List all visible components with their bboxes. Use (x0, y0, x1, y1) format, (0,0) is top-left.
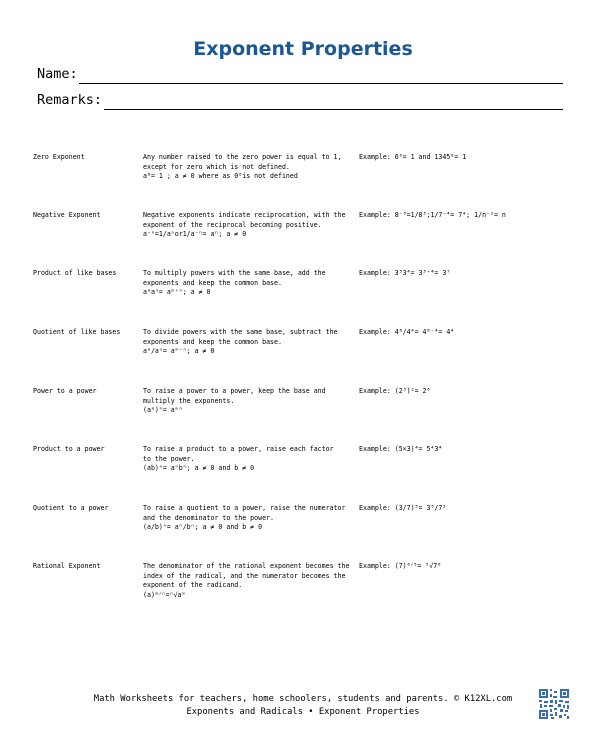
description-line: To divide powers with the same base, subtract the (143, 328, 338, 336)
property-example: Example: 3³3⁴= 3³⁺⁴= 3⁷ (359, 269, 451, 277)
property-example: Example: (3/7)⁵= 3⁵/7⁵ (359, 504, 447, 512)
remarks-field[interactable] (37, 92, 567, 112)
description-line: To raise a quotient to a power, raise the numerator (143, 504, 346, 512)
property-example: Example: (7)⁶ᐟ⁵= ⁵√7⁶ (359, 562, 442, 570)
description-line: Negative exponents indicate reciprocation, with the (143, 211, 346, 219)
property-description (143, 387, 353, 416)
property-description (143, 562, 353, 600)
property-example: Example: 6⁰= 1 and 1345⁰= 1 (359, 153, 467, 161)
name-field[interactable] (37, 66, 567, 86)
name-label: Name: (37, 66, 78, 82)
property-example: Example: (5×3)⁴= 5⁴3⁴ (359, 445, 443, 453)
property-name: Product of like bases (33, 269, 117, 277)
description-line: exponents and keep the common base. (143, 337, 282, 346)
description-line: The denominator of the rational exponent becomes the (143, 562, 350, 570)
description-line: To raise a power to a power, keep the base and (143, 387, 326, 395)
property-name: Negative Exponent (33, 211, 101, 219)
property-name: Power to a power (33, 387, 97, 395)
property-description (143, 153, 353, 182)
property-example: Example: 4⁸/4⁴= 4⁸⁻⁴= 4⁴ (359, 328, 455, 336)
description-line: except for zero which is not defined. (143, 162, 290, 171)
property-example: Example: (2³)²= 2⁶ (359, 387, 431, 395)
property-description (143, 211, 353, 240)
description-line: To multiply powers with the same base, add the (143, 269, 326, 277)
property-description (143, 504, 353, 533)
description-rule: (a/b)ⁿ= aⁿ/bⁿ; a ≠ 0 and b ≠ 0 (143, 523, 263, 532)
description-line: and the denominator to the power. (143, 513, 275, 522)
property-name: Zero Exponent (33, 153, 85, 161)
name-line (79, 83, 563, 84)
property-name: Quotient to a power (33, 504, 109, 512)
remarks-label: Remarks: (37, 92, 103, 108)
description-line: exponent of the reciprocal becoming positive. (143, 220, 322, 229)
property-example: Example: 8⁻³=1/8³;1/7⁻⁴= 7⁴; 1/n⁻¹= n (359, 211, 506, 219)
description-rule: (ab)ⁿ= aⁿbⁿ; a ≠ 0 and b ≠ 0 (143, 464, 255, 473)
property-name: Quotient of like bases (33, 328, 121, 336)
description-line: exponents and keep the common base. (143, 278, 282, 287)
description-rule: (aᵐ)ⁿ= aᵐⁿ (143, 406, 183, 415)
description-line: Any number raised to the zero power is equal to 1, (143, 153, 342, 161)
description-line: multiply the exponents. (143, 396, 235, 405)
description-line: To raise a product to a power, raise each factor (143, 445, 334, 453)
property-name: Rational Exponent (33, 562, 101, 570)
property-description (143, 328, 353, 357)
description-rule: a⁰= 1 ; a ≠ 0 where as 0⁰is not defined (143, 172, 298, 181)
description-rule: aᵐaⁿ= aᵐ⁺ⁿ; a ≠ 0 (143, 288, 211, 297)
property-name: Product to a power (33, 445, 105, 453)
description-rule: (a)ᵐᐟⁿ=ⁿ√aᵐ (143, 590, 186, 599)
remarks-line (104, 109, 563, 110)
description-line: index of the radical, and the numerator becomes the (143, 571, 346, 580)
page-title: Exponent Properties (193, 38, 413, 60)
description-line: to the power. (143, 454, 195, 463)
property-description (143, 269, 353, 298)
description-rule: aᵐ/aⁿ= aᵐ⁻ⁿ; a ≠ 0 (143, 347, 215, 356)
property-description (143, 445, 353, 474)
footer-line-1: Math Worksheets for teachers, home schoolers, students and parents. © K12XL.com (93, 694, 513, 704)
qr-code-icon (538, 688, 570, 720)
description-line: exponent of the radicand. (143, 581, 243, 590)
description-rule: a⁻ⁿ=1/aⁿor1/a⁻ⁿ= aⁿ; a ≠ 0 (143, 230, 247, 239)
footer-line-2: Exponents and Radicals • Exponent Properties (186, 707, 420, 717)
